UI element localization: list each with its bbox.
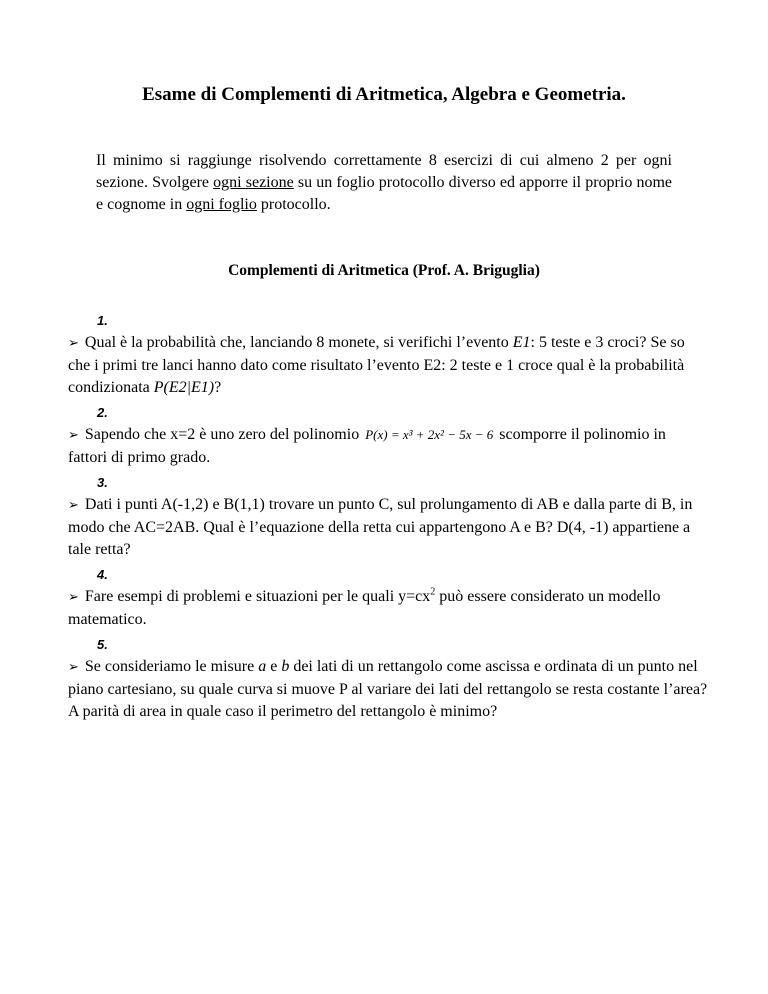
intro-underline-b: ogni foglio (186, 196, 257, 213)
exercise-number: 5. (97, 637, 108, 652)
variable-a: a (258, 658, 267, 675)
exercise-2 (68, 404, 708, 469)
exercise-3 (68, 474, 708, 561)
bullet-arrow-icon: ➢ (68, 428, 79, 443)
exercise-text: Dati i punti A(-1,2) e B(1,1) trovare un punto C, sul prolungamento di AB e dalla parte di B, in modo che AC=2AB. Qual è l’equazione della retta cui appartengono A e B? D(4, -1) appartiene a tale retta? (68, 496, 693, 558)
bullet-arrow-icon: ➢ (68, 498, 79, 513)
bullet-arrow-icon: ➢ (68, 590, 79, 605)
exercise-text: dei lati di un rettangolo come ascissa e ordinata di un punto nel piano cartesiano, su quale curva si muove P al variare dei lati del rettangolo se resta costante l’area? A parità di area in quale caso il perimetro del rettangolo è minimo? (68, 658, 708, 720)
exponent: 2 (430, 586, 436, 598)
section-title: Complementi di Aritmetica (Prof. A. Briguglia) (228, 262, 540, 279)
exercise-text: Fare esempi di problemi e situazioni per le quali y=cx (84, 588, 431, 605)
exercise-text: Se consideriamo le misure (84, 658, 259, 675)
exercise-text: scomporre il polinomio in fattori di primo grado. (68, 426, 666, 466)
exercise-4 (68, 566, 708, 631)
intro-text-c: protocollo. (256, 196, 331, 213)
bullet-arrow-icon: ➢ (68, 660, 79, 675)
polynomial-formula: P(x) = x³ + 2x² − 5x − 6 (365, 427, 494, 442)
intro-paragraph (96, 150, 672, 216)
page-title: Esame di Complementi di Aritmetica, Algebra e Geometria. (142, 84, 626, 105)
conditional-probability: P(E2|E1) (153, 379, 215, 396)
exercise-text: ? (214, 379, 222, 396)
intro-text-b: su un foglio protocollo diverso ed apporre il proprio nome e cognome in (96, 174, 673, 213)
exercise-text: Qual è la probabilità che, lanciando 8 monete, si verifichi l’evento (84, 334, 513, 351)
event-label: E1 (512, 334, 531, 351)
bullet-arrow-icon: ➢ (68, 336, 79, 351)
exercise-5 (68, 636, 708, 723)
exercise-text: : 5 teste e 3 croci? Se so che i primi tre lanci hanno dato come risultato l’evento E2: 2 teste e 1 croce qual è la probabilità condizionata (68, 334, 685, 396)
variable-b: b (281, 658, 290, 675)
exercise-number: 2. (97, 405, 108, 420)
intro-text-a: Il minimo si raggiunge risolvendo correttamente 8 esercizi di cui almeno 2 per ogni sezione. Svolgere (96, 152, 672, 191)
exercise-text: e (266, 658, 282, 675)
exercise-1 (68, 312, 708, 399)
exercise-number: 3. (97, 475, 108, 490)
exercise-text: può essere considerato un modello matematico. (68, 588, 661, 628)
exercise-number: 4. (97, 567, 108, 582)
exercise-number: 1. (97, 313, 108, 328)
intro-underline-a: ogni sezione (213, 174, 294, 191)
exercise-text: Sapendo che x=2 è uno zero del polinomio (84, 426, 360, 443)
